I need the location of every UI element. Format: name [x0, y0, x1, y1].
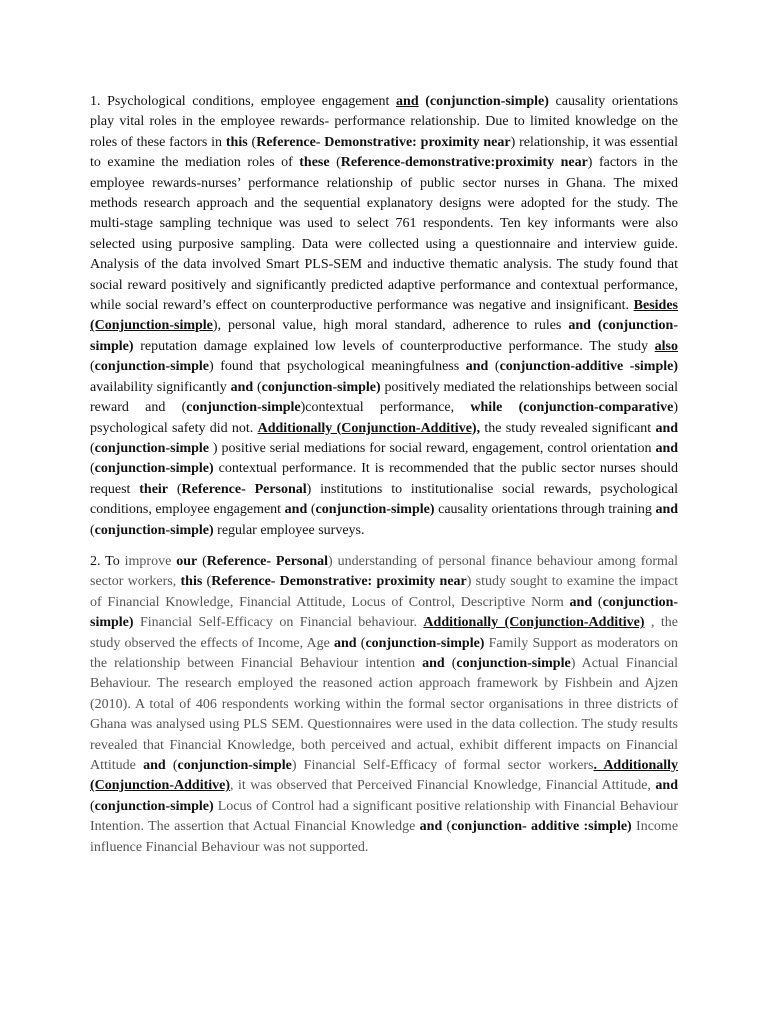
text: )contextual performance,: [300, 400, 455, 416]
text: (: [206, 574, 212, 590]
conjunction-annotation: (conjunction-simple): [425, 94, 549, 109]
text: Locus of Control had a significant positive relationship with Financial Behaviour Intention. The assertion that Actual Financial Knowledge: [90, 798, 678, 835]
conjunction-term: Besides (Conjunction-simple: [90, 298, 678, 334]
paragraph-number: 2. To: [90, 553, 120, 569]
reference-term: these: [299, 155, 330, 171]
conjunction-annotation: conjunction-simple: [177, 758, 292, 773]
conjunction-term: and: [569, 594, 593, 610]
paragraph-1: [90, 92, 678, 541]
text: Financial Self-Efficacy on Financial behaviour.: [140, 615, 417, 631]
text: Income influence Financial Behaviour was not supported.: [90, 819, 679, 855]
text: (: [446, 819, 452, 835]
text: (: [90, 522, 95, 538]
conjunction-annotation: conjunction-additive -simple): [499, 359, 679, 375]
text: (: [90, 461, 95, 477]
conjunction-term: and: [284, 502, 308, 518]
text: reputation damage explained low levels of counterproductive performance. The study: [140, 338, 649, 354]
reference-term: this: [225, 134, 248, 150]
text: availability significantly: [90, 379, 227, 395]
text: ) understanding of personal finance behaviour among formal sector workers,: [90, 553, 679, 590]
conjunction-annotation: conjunction-simple: [94, 440, 210, 456]
conjunction-annotation: conjunction-simple: [94, 359, 210, 375]
text: (: [256, 379, 262, 395]
reference-term: our: [176, 553, 198, 569]
text: (: [202, 553, 207, 569]
conjunction-annotation: conjunction-simple): [261, 379, 381, 395]
paragraph-number: 1.: [90, 94, 101, 109]
conjunction-term: and: [143, 758, 166, 773]
text: ) Financial Self-Efficacy of formal sector workers: [291, 758, 594, 773]
conjunction-term: Additionally (Conjunction-Additive),: [257, 420, 481, 436]
text: (: [172, 758, 178, 773]
text: ) Actual Financial Behaviour. The research employed the reasoned action approach framework by Fishbein and Ajzen (2010). A total of 406 respondents working within the formal sector organisations in three districts of Ghana was analysed using PLS SEM. Questionnaires were used in the data collection. The study results revealed that Financial Knowledge, both perceived and actual, exhibit different impacts on Financial Attitude: [90, 655, 679, 773]
text: , it was observed that Perceived Financial Knowledge, Financial Attitude,: [230, 778, 651, 794]
text: ) study sought to examine the impact of Financial Knowledge, Financial Attitude, Locus of Control, Descriptive Norm: [90, 574, 678, 610]
text: improve: [124, 553, 172, 569]
paragraph-2: [90, 552, 678, 858]
conjunction-annotation: conjunction-simple): [365, 635, 485, 651]
text: (: [90, 440, 95, 456]
text: ) positive serial mediations for social reward, engagement, control orientation: [212, 440, 652, 456]
text: causality orientations through training: [438, 502, 652, 518]
conjunction-term: and: [396, 94, 419, 109]
conjunction-annotation: conjunction-simple: [186, 400, 301, 416]
conjunction-term: and: [655, 502, 679, 518]
text: the study revealed significant: [484, 420, 652, 436]
text: (: [494, 359, 500, 375]
conjunction-term: Additionally (Conjunction-Additive): [423, 615, 645, 631]
reference-term: their: [139, 481, 169, 497]
conjunction-term: and: [422, 655, 445, 671]
reference-annotation: Reference- Personal: [181, 481, 307, 497]
reference-term: this: [180, 574, 203, 590]
text: (: [310, 502, 316, 518]
text: ), personal value, high moral standard, adherence to rules: [212, 318, 562, 334]
conjunction-annotation: while (conjunction-comparative: [470, 400, 674, 416]
document-page: [90, 92, 678, 858]
text: , the study observed the effects of Income, Age: [90, 615, 679, 651]
conjunction-term: . Additionally (Conjunction-Additive): [90, 758, 679, 794]
text: regular employee surveys.: [217, 522, 365, 538]
conjunction-annotation: conjunction-simple): [94, 798, 214, 814]
conjunction-annotation: conjunction- additive :simple): [451, 819, 632, 835]
text: (: [336, 155, 341, 171]
text: (: [597, 594, 603, 610]
text: (: [451, 655, 457, 671]
text: positively mediated the relationships between social reward and (: [90, 379, 678, 416]
conjunction-annotation: conjunction-simple): [94, 461, 214, 477]
conjunction-term: and: [465, 359, 489, 375]
conjunction-annotation: conjunction-simple): [90, 594, 679, 631]
conjunction-term: and: [419, 819, 443, 835]
text: ) institutions to institutionalise social rewards, psychological conditions, employee engagement: [90, 481, 678, 518]
conjunction-term: and: [655, 778, 678, 794]
text: (: [90, 798, 95, 814]
text: (: [360, 635, 366, 651]
text: (: [90, 359, 95, 375]
conjunction-annotation: conjunction-simple): [94, 522, 214, 538]
conjunction-annotation: conjunction-simple: [456, 655, 571, 671]
reference-annotation: Reference-demonstrative:proximity near: [340, 155, 588, 171]
text: contextual performance. It is recommended that the public sector nurses should request: [90, 461, 678, 497]
text: (: [176, 481, 182, 497]
conjunction-term: and: [655, 420, 679, 436]
conjunction-term: and: [334, 635, 357, 651]
reference-annotation: Reference- Personal: [206, 553, 329, 569]
reference-annotation: Reference- Demonstrative: proximity near: [256, 134, 511, 150]
reference-annotation: Reference- Demonstrative: proximity near: [211, 574, 467, 590]
conjunction-term: and: [655, 440, 679, 456]
text: causality orientations play vital roles in the employee rewards- performance relationship. Due to limited knowledge on the roles of these factors in: [90, 94, 679, 150]
text: (: [251, 134, 257, 150]
conjunction-term: also: [654, 338, 679, 354]
text: ) factors in the employee rewards-nurses’ performance relationship of public sector nurses in Ghana. The mixed methods research approach and the sequential explanatory designs were adopted for the study. The multi-stage sampling technique was used to select 761 respondents. Ten key informants were also selected using purposive sampling. Data were collected using a questionnaire and interview guide. Analysis of the data involved Smart PLS-SEM and inductive thematic analysis. The study found that social reward positively and significantly predicted adaptive performance and contextual performance, while social reward’s effect on counterproductive performance was negative and insignificant.: [90, 155, 679, 314]
conjunction-annotation: conjunction-simple): [315, 502, 435, 518]
text: ) psychological safety did not.: [90, 400, 678, 436]
text: Family Support as moderators on the relationship between Financial Behaviour intention: [90, 635, 679, 671]
text: ) relationship, it was essential to examine the mediation roles of: [90, 134, 679, 171]
conjunction-term: and: [230, 379, 254, 395]
text: Psychological conditions, employee engagement: [107, 94, 390, 109]
conjunction-annotation: and (conjunction-simple): [90, 318, 678, 354]
text: ) found that psychological meaningfulness: [209, 359, 460, 375]
